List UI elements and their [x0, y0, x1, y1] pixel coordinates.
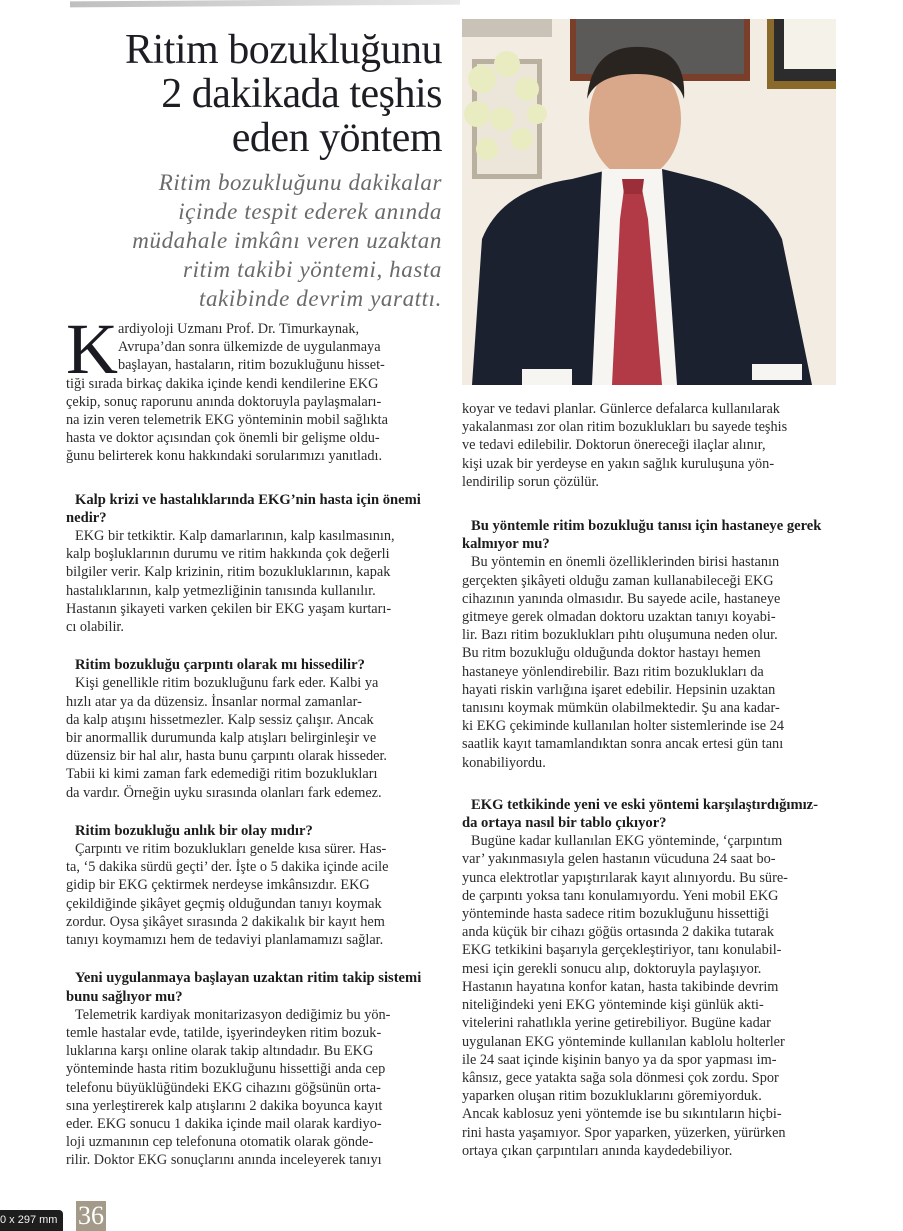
answer-line: rini hasta yaşamıyor. Spor yaparken, yüzerken, yürürken [462, 1124, 786, 1141]
title-line: eden yöntem [231, 115, 442, 161]
answer-line: da vardır. Örneğin uyku sırasında olanları fark edemez. [66, 784, 382, 801]
answer-line: gerçekten şikâyeti olduğu zaman kullanabileceği EKG [462, 572, 774, 589]
article-subtitle [60, 168, 442, 313]
answer-line: tanıyı koymamızı hem de tedaviyi planlamamızı sağlar. [66, 932, 384, 949]
answer-line: koyar ve tedavi planlar. Günlerce defalarca kullanılarak [462, 401, 780, 417]
answer-line: var’ yakınmasıyla gelen hastanın vücuduna 24 saat bo- [462, 851, 776, 868]
answer-line: loji uzmanının cep telefonuna otomatik olarak gönde- [66, 1134, 374, 1151]
qa-section [462, 517, 842, 772]
qa-section [462, 796, 842, 1160]
answer-line: yakalanması zor olan ritim bozuklukları bu sayede teşhis [462, 419, 788, 436]
answer-line: gidip bir EKG çektirmek nerdeyse imkânsızdır. EKG [66, 877, 370, 894]
drop-cap: K [66, 309, 118, 389]
question-heading: kalmıyor mu? [462, 536, 550, 553]
subtitle-line: ritim takibi yöntemi, hasta [183, 257, 442, 282]
qa-section [66, 656, 446, 802]
answer-line: niteliğindeki yeni EKG yönteminde kişi günlük akti- [462, 997, 764, 1014]
answer-line: da kalp atışını hissetmezler. Kalp sessiz çalışır. Ancak [66, 711, 374, 728]
answer-line: yönteminde hasta ritim bozukluğunu hissettiği anda cep [66, 1061, 386, 1078]
answer-line: ta, ‘5 dakika sürdü geçti’ der. İşte o 5 dakika içinde acile [66, 859, 389, 876]
intro-line: ardiyoloji Uzmanı Prof. Dr. Timurkaynak, [118, 321, 360, 337]
answer-line: tanısını koymak mümkün olabilmektedir. Şu ana kadar- [462, 700, 780, 717]
intro-paragraph [66, 309, 446, 466]
answer-line: bilgiler verir. Kalp krizinin, ritim bozukluklarının, kapak [66, 564, 391, 581]
question-heading: bunu sağlıyor mu? [66, 988, 183, 1005]
answer-line: uygulanan EKG yönteminde kullanılan kablolu holterler [462, 1033, 785, 1050]
title-line: Ritim bozukluğunu [125, 27, 442, 73]
question-heading: Bu yöntemle ritim bozukluğu tanısı için hastaneye gerek [471, 518, 822, 535]
subtitle-line: müdahale imkânı veren uzaktan [132, 228, 442, 253]
answer-line: kânsız, gece yatakta sağa sola dönmesi çok zordu. Spor [462, 1069, 779, 1086]
answer-line: luklarına karşı online olarak takip altındadır. Bu EKG [66, 1043, 374, 1060]
answer-line: kalp boşluklarının durumu ve ritim hakkında çok değerli [66, 546, 390, 563]
answer-line: hastalıklarının, kalp yetmezliğinin tanısında kullanılır. [66, 582, 376, 599]
answer-line: Kişi genellikle ritim bozukluğunu fark eder. Kalbi ya [75, 675, 379, 692]
intro-line: hasta ve doktor açısından çok önemli bir gelişme oldu- [66, 430, 380, 447]
answer-line: yunca elektrotlar yapıştırılarak kayıt alınıyordu. Bu süre- [462, 869, 788, 886]
continuation-paragraph [462, 400, 842, 491]
answer-line: ve tedavi edilebilir. Doktorun önereceği ilaçlar alınır, [462, 437, 766, 454]
answer-line: hızlı atar ya da düzensiz. İnsanlar normal zamanlar- [66, 693, 362, 710]
answer-line: düzensiz bir hal alır, hasta bunu çarpıntı olarak hisseder. [66, 748, 388, 765]
answer-line: ile 24 saat içinde kişinin banyo ya da spor yapması im- [462, 1051, 777, 1068]
answer-line: ki EKG çekiminde kullanılan holter sistemlerinde ise 24 [462, 718, 785, 735]
page-edge-shadow [70, 0, 460, 7]
answer-line: telefonu büyüklüğündeki EKG cihazını göğsünün orta- [66, 1079, 381, 1096]
title-line: 2 dakikada teşhis [161, 71, 442, 117]
answer-line: cı olabilir. [66, 619, 124, 636]
intro-line: çekip, sonuç raporunu anında doktoruyla paylaşmaları- [66, 393, 382, 410]
answer-line: rilir. Doktor EKG sonuçlarını anında inceleyerek tanıyı [66, 1152, 382, 1169]
answer-line: Hastanın hayatına konfor katan, hasta takibinde devrim [462, 978, 779, 995]
answer-line: Bu yöntemin en önemli özelliklerinden birisi hastanın [471, 554, 780, 571]
answer-line: EKG bir tetkiktir. Kalp damarlarının, kalp kasılmasının, [75, 528, 395, 545]
answer-line: gitmeye gerek olmadan doktoru uzaktan tanıyı koyabi- [462, 609, 776, 626]
answer-line: bir anormallik durumunda kalp atışları belirginleşir ve [66, 730, 377, 747]
page-number: 36 [78, 1201, 104, 1230]
answer-line: konabiliyordu. [462, 754, 546, 771]
answer-line: vitelerini rahatlıkla yerine getirebiliyor. Bugüne kadar [462, 1015, 771, 1032]
subtitle-line: takibinde devrim yarattı. [198, 286, 442, 311]
answer-line: cihazının yanında olmasıdır. Bu sayede acile, hastaneye [462, 590, 781, 607]
answer-line: yönteminde hasta sadece ritim bozukluğunu hissettiği [462, 906, 769, 923]
answer-line: sına yerleştirerek kalp atışlarını 2 dakika boyunca kayıt [66, 1097, 383, 1114]
intro-line: tiği sırada birkaç dakika içinde kendi kendilerine EKG [66, 375, 379, 392]
intro-line: başlayan, hastaların, ritim bozukluğunu hisset- [118, 357, 385, 374]
answer-line: yaparken oluşan ritim bozukluklarını göremiyorduk. [462, 1088, 762, 1105]
answer-line: ortaya çıkan çarpıntıları anında kaydedebiliyor. [462, 1142, 733, 1159]
answer-line: saatlik kayıt tamamlandıktan sonra ancak ertesi gün tanı [462, 736, 784, 753]
right-column [462, 400, 842, 1160]
answer-line: kişi uzak bir yerdeyse en yakın sağlık kuruluşuna yön- [462, 455, 775, 472]
doctor-portrait-photo [462, 19, 836, 385]
question-heading: Ritim bozukluğu anlık bir olay mıdır? [75, 822, 313, 839]
question-heading: Ritim bozukluğu çarpıntı olarak mı hissedilir? [75, 657, 365, 674]
subtitle-line: içinde tespit ederek anında [178, 199, 442, 224]
answer-line: zordur. Oysa şikâyet sırasında 2 dakikalık bir kayıt hem [66, 913, 385, 930]
answer-line: hastaneye yönlendirebilir. Bazı ritim bozuklukları da [462, 663, 764, 680]
page-size-label: 0 x 297 mm [0, 1210, 63, 1231]
question-heading: Kalp krizi ve hastalıklarında EKG’nin hasta için önemi [75, 491, 421, 508]
answer-line: Çarpıntı ve ritim bozuklukları genelde kısa sürer. Has- [75, 841, 387, 858]
question-heading: da ortaya nasıl bir tablo çıkıyor? [462, 815, 667, 832]
answer-line: Ancak kablosuz yeni yöntemde ise bu sıkıntıların hiçbi- [462, 1106, 782, 1123]
answer-line: de çarpıntı yoksa tanı konulamıyordu. Yeni mobil EKG [462, 887, 779, 904]
answer-line: anda küçük bir cihazı göğüs ortasında 2 dakika tutarak [462, 924, 775, 941]
wall-frame [462, 19, 552, 37]
qa-section [66, 969, 446, 1169]
answer-line: çekildiğinde şikâyet geçmiş olduğundan tanıyı koymak [66, 895, 382, 912]
answer-line: EKG tetkikini başarıyla gerçekleştiriyor, tanı konulabil- [462, 942, 782, 959]
intro-line: ğunu belirterek konu hakkındaki sorularımızı yanıtladı. [66, 448, 383, 465]
intro-line: Avrupa’dan sonra ülkemizde de uygulanmaya [118, 339, 381, 356]
answer-line: temle hastalar evde, tatilde, işyerindeyken ritim bozuk- [66, 1024, 382, 1041]
question-heading: nedir? [66, 509, 107, 526]
subtitle-line: Ritim bozukluğunu dakikalar [158, 170, 442, 195]
answer-line: eder. EKG sonucu 1 dakika içinde mail olarak kardiyo- [66, 1115, 382, 1132]
answer-line: Bu ritm bozukluğu olduğunda doktor hastayı hemen [462, 645, 761, 662]
answer-line: Hastanın şikayeti varken çekilen bir EKG yaşam kurtarı- [66, 600, 392, 617]
intro-line: na izin veren telemetrik EKG yönteminin mobil sağlıkta [66, 412, 388, 429]
answer-line: lendirilip sorun çözülür. [462, 473, 599, 490]
article-title [60, 28, 442, 160]
answer-line: mesi için gerekli sonucu alıp, doktoruyla paylaşıyor. [462, 960, 762, 977]
answer-line: lir. Bazı ritim bozuklukları pıhtı oluşumuna neden olur. [462, 627, 778, 644]
answer-line: Bugüne kadar kullanılan EKG yönteminde, ‘çarpıntım [471, 833, 783, 850]
portrait-illustration [462, 19, 836, 385]
question-heading: Yeni uygulanmaya başlayan uzaktan ritim takip sistemi [75, 970, 422, 987]
left-column [66, 309, 446, 1170]
answer-line: hayati riskin varlığına işaret edebilir. Hepsinin uzaktan [462, 681, 776, 698]
qa-section [66, 822, 446, 949]
question-heading: EKG tetkikinde yeni ve eski yöntemi karşılaştırdığımız- [471, 796, 819, 813]
answer-line: Telemetrik kardiyak monitarizasyon dediğimiz bu yön- [75, 1006, 391, 1023]
qa-section [66, 491, 446, 637]
answer-line: Tabii ki kimi zaman fark edemediği ritim bozuklukları [66, 766, 378, 783]
